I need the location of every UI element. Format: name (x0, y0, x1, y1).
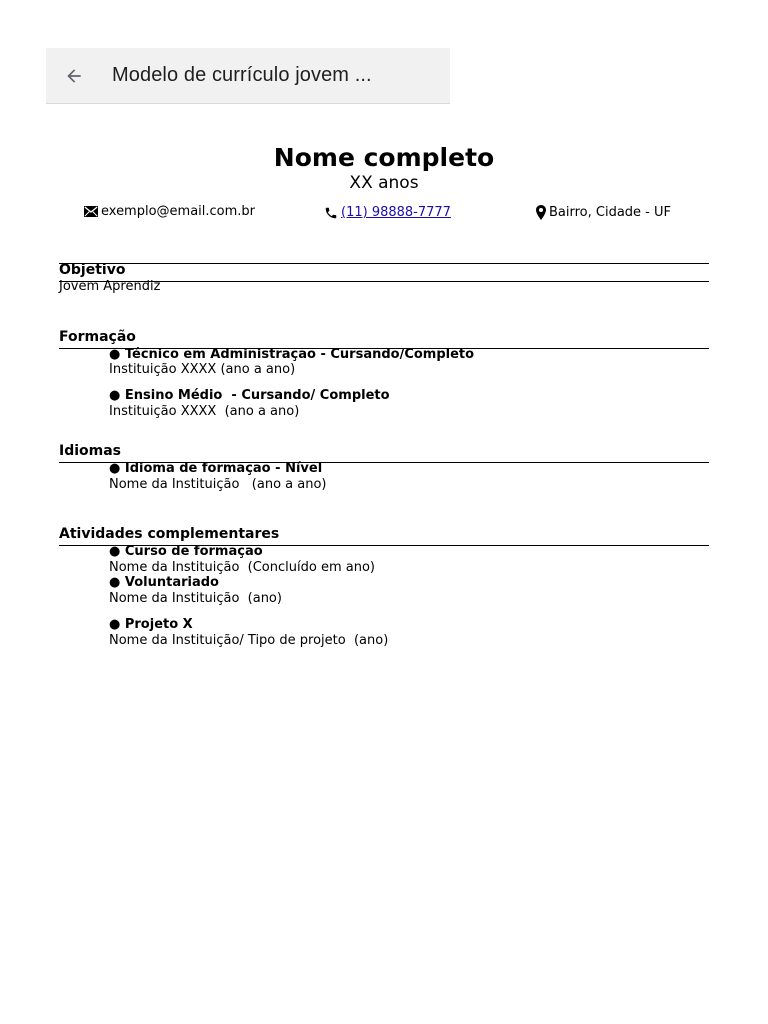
activity-item-detail: Nome da Instituição (ano) (109, 591, 282, 606)
section-title-objective: Objetivo (59, 262, 126, 278)
map-pin-icon (536, 205, 546, 220)
education-item-detail: Instituição XXXX (ano a ano) (109, 362, 296, 377)
activity-item-heading: ● Curso de formação (109, 544, 263, 559)
resume-name: Nome completo (273, 143, 495, 172)
phone-icon (324, 206, 338, 220)
contact-phone (324, 205, 451, 220)
activity-item-heading: ● Projeto X (109, 617, 193, 632)
envelope-icon (84, 206, 98, 217)
language-item-heading: ● Idioma de formação - Nível (109, 461, 323, 476)
arrow-left-icon (64, 66, 84, 86)
phone-link[interactable]: (11) 98888-7777 (341, 205, 451, 220)
education-item-heading: ● Ensino Médio - Cursando/ Completo (109, 388, 390, 403)
language-item-detail: Nome da Instituição (ano a ano) (109, 477, 327, 492)
activity-item-heading: ● Voluntariado (109, 575, 219, 590)
document-toolbar (46, 48, 450, 104)
education-item-heading: ● Técnico em Administração - Cursando/Completo (109, 347, 475, 362)
resume-age: XX anos (349, 173, 419, 193)
divider (59, 263, 709, 264)
activity-item-detail: Nome da Instituição (Concluído em ano) (109, 560, 375, 575)
document-title: Modelo de currículo jovem ... (112, 64, 372, 86)
back-button[interactable] (46, 48, 102, 104)
activity-item-detail: Nome da Instituição/ Tipo de projeto (ano) (109, 633, 389, 648)
contact-location (536, 205, 671, 220)
location-text: Bairro, Cidade - UF (549, 205, 671, 220)
objective-text: Jovem Aprendiz (59, 279, 161, 294)
education-item-detail: Instituição XXXX (ano a ano) (109, 404, 300, 419)
email-text: exemplo@email.com.br (101, 204, 256, 219)
section-title-activities: Atividades complementares (59, 526, 280, 542)
contact-email (84, 204, 255, 219)
section-title-languages: Idiomas (59, 443, 122, 459)
section-title-education: Formação (59, 329, 136, 345)
